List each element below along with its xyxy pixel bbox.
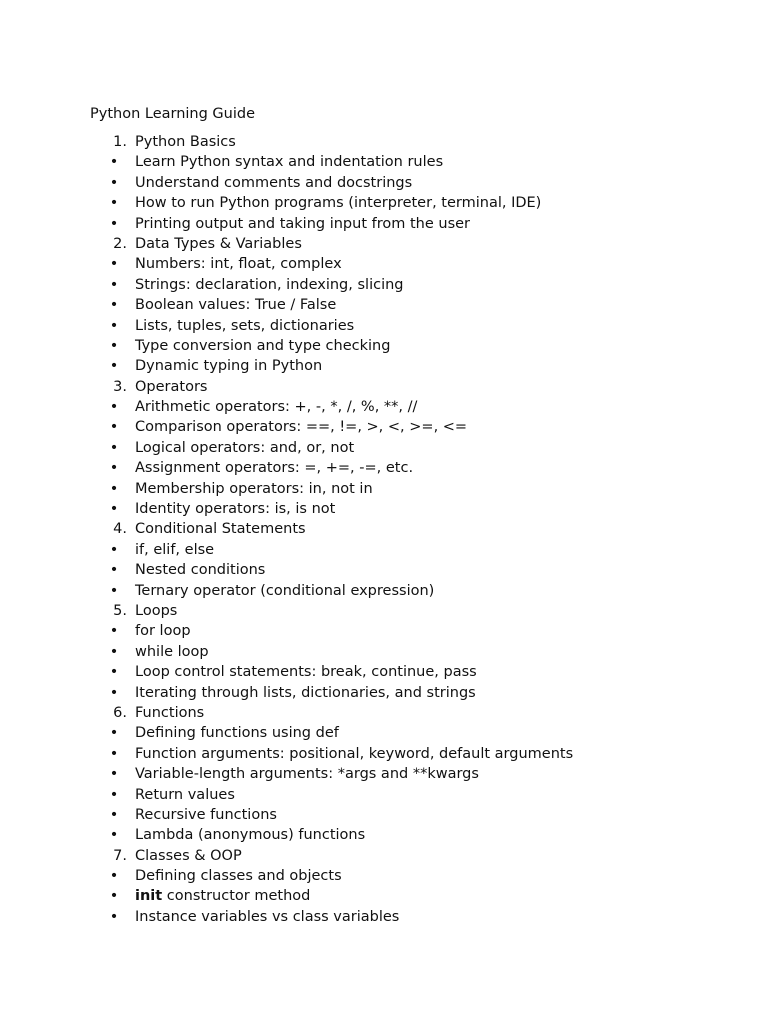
bullet-marker: • <box>109 868 119 885</box>
item-label: Dynamic typing in Python <box>135 358 323 375</box>
list-item <box>100 356 720 376</box>
bullet-marker: • <box>109 541 119 558</box>
list-item <box>100 438 720 458</box>
bullet-marker: • <box>109 643 119 660</box>
item-label: Loops <box>135 602 178 619</box>
bullet-marker: • <box>109 806 119 823</box>
item-text <box>135 479 373 499</box>
section-heading <box>100 846 720 866</box>
item-text <box>135 560 265 580</box>
bullet-marker: • <box>109 337 119 354</box>
list-item <box>100 744 720 764</box>
section-heading <box>100 703 720 723</box>
item-text <box>135 254 342 274</box>
section-heading <box>100 601 720 621</box>
item-label: Variable-length arguments: *args and **kwargs <box>135 766 479 783</box>
bullet-marker: • <box>109 480 119 497</box>
item-label: Defining functions using def <box>135 725 339 742</box>
item-label: How to run Python programs (interpreter, terminal, IDE) <box>135 195 542 212</box>
list-item <box>100 581 720 601</box>
list-item <box>100 642 720 662</box>
list-item <box>100 214 720 234</box>
section-heading <box>100 132 720 152</box>
bullet-marker: • <box>109 174 119 191</box>
item-text <box>135 785 235 805</box>
item-label: Python Basics <box>135 134 236 150</box>
bullet-marker: • <box>109 562 119 579</box>
item-label: Lists, tuples, sets, dictionaries <box>135 317 355 334</box>
list-item <box>100 336 720 356</box>
list-item <box>100 723 720 743</box>
item-label: Understand comments and docstrings <box>135 174 413 191</box>
item-text <box>135 316 354 336</box>
item-text <box>135 621 191 641</box>
item-text <box>135 805 277 825</box>
item-text <box>135 458 413 478</box>
item-text <box>135 886 310 906</box>
bullet-marker: • <box>109 827 119 844</box>
item-label: Instance variables vs class variables <box>135 908 400 925</box>
item-text <box>135 193 541 213</box>
list-item <box>100 560 720 580</box>
bullet-marker: • <box>109 623 119 640</box>
section-title <box>135 377 207 397</box>
document-title: Python Learning Guide <box>90 106 256 122</box>
item-text <box>135 866 342 886</box>
list-item <box>100 785 720 805</box>
list-item <box>100 886 720 906</box>
list-item <box>100 173 720 193</box>
list-item <box>100 805 720 825</box>
bullet-marker: • <box>109 358 119 375</box>
item-label: Nested conditions <box>135 562 266 579</box>
item-label: Ternary operator (conditional expression) <box>135 582 435 599</box>
item-text <box>135 581 434 601</box>
item-label: Identity operators: is, is not <box>135 501 336 518</box>
section-heading <box>100 234 720 254</box>
outline-list <box>100 132 720 927</box>
item-label: Lambda (anonymous) functions <box>135 827 366 844</box>
item-text <box>135 723 339 743</box>
bullet-marker: • <box>109 276 119 293</box>
section-title <box>135 846 242 866</box>
bullet-marker: • <box>109 908 119 925</box>
item-text <box>135 214 470 234</box>
bullet-marker: • <box>109 684 119 701</box>
section-title <box>135 234 302 254</box>
list-item <box>100 683 720 703</box>
item-label: Assignment operators: =, +=, -=, etc. <box>135 460 414 477</box>
list-item <box>100 254 720 274</box>
item-label: Operators <box>135 378 208 395</box>
item-label: Membership operators: in, not in <box>135 480 373 497</box>
section-title <box>135 601 177 621</box>
item-label: Type conversion and type checking <box>135 337 391 354</box>
list-item <box>100 316 720 336</box>
bullet-marker: • <box>109 501 119 518</box>
list-item <box>100 458 720 478</box>
item-text <box>135 397 417 417</box>
item-label: while loop <box>135 643 209 660</box>
item-text <box>135 907 399 927</box>
section-heading <box>100 519 720 539</box>
list-item <box>100 275 720 295</box>
item-text <box>135 275 404 295</box>
bullet-marker: • <box>109 399 119 416</box>
item-text <box>135 499 335 519</box>
section-number: 5. <box>113 602 127 619</box>
item-keyword: init <box>135 888 163 905</box>
item-label: Defining classes and objects <box>135 868 342 885</box>
item-label: Logical operators: and, or, not <box>135 439 355 456</box>
bullet-marker: • <box>109 297 119 314</box>
item-text <box>135 295 336 315</box>
item-label: Printing output and taking input from the user <box>135 215 471 232</box>
item-label: Return values <box>135 786 235 803</box>
item-label: Conditional Statements <box>135 521 306 538</box>
item-label: for loop <box>135 623 191 640</box>
list-item <box>100 540 720 560</box>
item-text <box>135 744 573 764</box>
bullet-marker: • <box>109 766 119 783</box>
section-number: 1. <box>113 134 127 150</box>
section-heading <box>100 377 720 397</box>
section-title <box>135 519 306 539</box>
bullet-marker: • <box>109 195 119 212</box>
section-title <box>135 132 236 152</box>
item-text <box>135 642 209 662</box>
item-text <box>135 825 365 845</box>
list-item <box>100 662 720 682</box>
list-item <box>100 193 720 213</box>
list-item <box>100 764 720 784</box>
bullet-marker: • <box>109 419 119 436</box>
item-label: Functions <box>135 704 205 721</box>
list-item <box>100 866 720 886</box>
bullet-marker: • <box>109 786 119 803</box>
item-text <box>135 417 467 437</box>
bullet-marker: • <box>109 256 119 273</box>
section-number: 2. <box>113 235 127 252</box>
list-item <box>100 479 720 499</box>
item-text <box>135 438 354 458</box>
item-text <box>135 662 477 682</box>
item-label: if, elif, else <box>135 541 215 558</box>
item-text <box>135 540 214 560</box>
bullet-marker: • <box>109 439 119 456</box>
section-number: 6. <box>113 704 127 721</box>
bullet-marker: • <box>109 725 119 742</box>
item-text <box>135 683 476 703</box>
section-number: 7. <box>113 847 127 864</box>
list-item <box>100 417 720 437</box>
item-label: Function arguments: positional, keyword, default arguments <box>135 745 574 762</box>
item-label: Iterating through lists, dictionaries, and strings <box>135 684 476 701</box>
bullet-marker: • <box>109 154 119 171</box>
bullet-marker: • <box>109 460 119 477</box>
item-label: constructor method <box>162 888 311 905</box>
item-text <box>135 356 322 376</box>
bullet-marker: • <box>109 317 119 334</box>
item-label: Comparison operators: ==, !=, >, <, >=, <= <box>135 419 468 436</box>
list-item <box>100 152 720 172</box>
item-text <box>135 152 443 172</box>
item-label: Strings: declaration, indexing, slicing <box>135 276 404 293</box>
item-label: Recursive functions <box>135 806 277 823</box>
item-label: Boolean values: True / False <box>135 297 337 314</box>
bullet-marker: • <box>109 745 119 762</box>
item-text <box>135 173 412 193</box>
list-item <box>100 295 720 315</box>
item-label: Data Types & Variables <box>135 235 302 252</box>
list-item <box>100 907 720 927</box>
item-label: Learn Python syntax and indentation rules <box>135 154 444 171</box>
item-text <box>135 764 479 784</box>
item-label: Numbers: int, float, complex <box>135 256 342 273</box>
bullet-marker: • <box>109 888 119 905</box>
list-item <box>100 499 720 519</box>
section-number: 3. <box>113 378 127 395</box>
item-label: Classes & OOP <box>135 847 242 864</box>
section-title <box>135 703 204 723</box>
list-item <box>100 825 720 845</box>
section-number: 4. <box>113 521 127 538</box>
item-label: Loop control statements: break, continue, pass <box>135 664 477 681</box>
list-item <box>100 621 720 641</box>
bullet-marker: • <box>109 582 119 599</box>
item-text <box>135 336 390 356</box>
bullet-marker: • <box>109 664 119 681</box>
bullet-marker: • <box>109 215 119 232</box>
item-label: Arithmetic operators: +, -, *, /, %, **, // <box>135 399 418 416</box>
list-item <box>100 397 720 417</box>
